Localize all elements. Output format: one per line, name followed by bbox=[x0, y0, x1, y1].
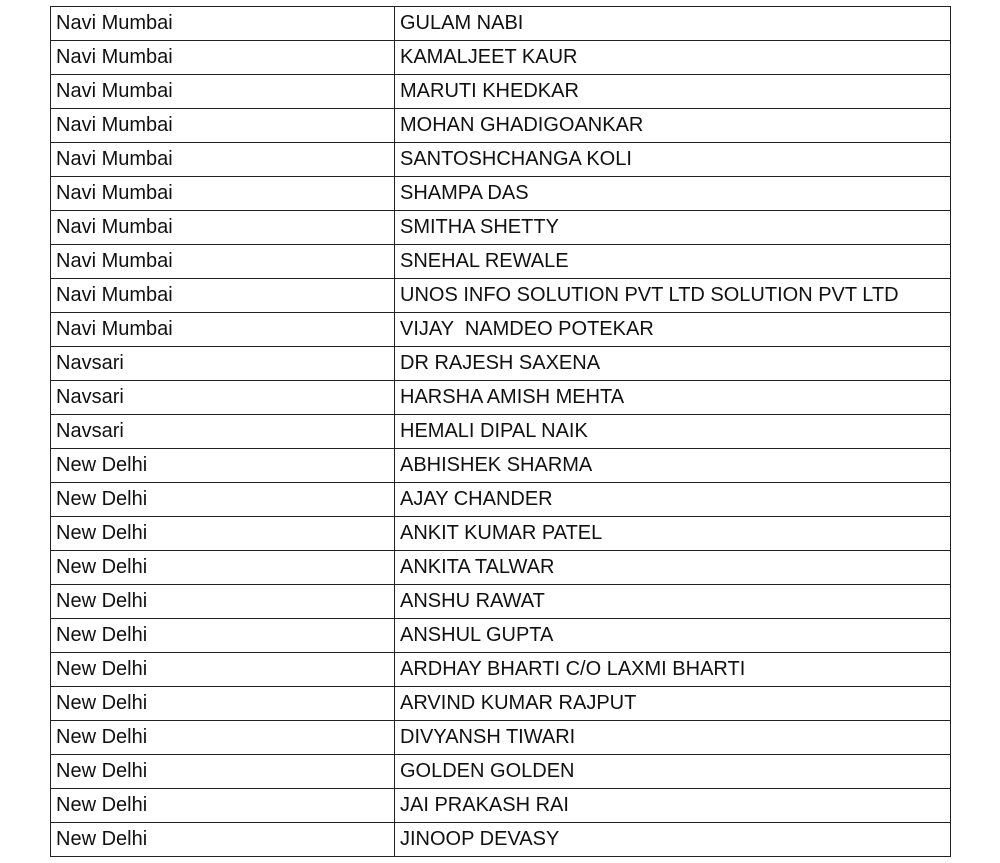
city-cell[interactable]: New Delhi bbox=[51, 517, 395, 551]
name-cell[interactable]: ARVIND KUMAR RAJPUT bbox=[395, 687, 951, 721]
name-cell[interactable]: AJAY CHANDER bbox=[395, 483, 951, 517]
city-cell[interactable]: Navsari bbox=[51, 381, 395, 415]
name-cell[interactable]: SMITHA SHETTY bbox=[395, 211, 951, 245]
name-cell[interactable]: GULAM NABI bbox=[395, 7, 951, 41]
city-cell[interactable]: Navsari bbox=[51, 347, 395, 381]
name-cell[interactable]: SNEHAL REWALE bbox=[395, 245, 951, 279]
table-row bbox=[51, 7, 951, 41]
city-cell[interactable]: New Delhi bbox=[51, 755, 395, 789]
table-row bbox=[51, 109, 951, 143]
city-cell[interactable]: New Delhi bbox=[51, 687, 395, 721]
city-cell[interactable]: New Delhi bbox=[51, 789, 395, 823]
data-table bbox=[50, 6, 951, 857]
table-row bbox=[51, 347, 951, 381]
table-row bbox=[51, 653, 951, 687]
table-row bbox=[51, 449, 951, 483]
name-cell[interactable]: DR RAJESH SAXENA bbox=[395, 347, 951, 381]
city-cell[interactable]: Navi Mumbai bbox=[51, 143, 395, 177]
name-cell[interactable]: MARUTI KHEDKAR bbox=[395, 75, 951, 109]
table-row bbox=[51, 313, 951, 347]
table-row bbox=[51, 585, 951, 619]
city-cell[interactable]: New Delhi bbox=[51, 585, 395, 619]
table-row bbox=[51, 687, 951, 721]
name-cell[interactable]: HEMALI DIPAL NAIK bbox=[395, 415, 951, 449]
name-cell[interactable]: JAI PRAKASH RAI bbox=[395, 789, 951, 823]
name-cell[interactable]: ANKIT KUMAR PATEL bbox=[395, 517, 951, 551]
table-row bbox=[51, 75, 951, 109]
name-cell[interactable]: ANKITA TALWAR bbox=[395, 551, 951, 585]
table-row bbox=[51, 551, 951, 585]
city-cell[interactable]: Navi Mumbai bbox=[51, 245, 395, 279]
table-row bbox=[51, 415, 951, 449]
name-cell[interactable]: ARDHAY BHARTI C/O LAXMI BHARTI bbox=[395, 653, 951, 687]
city-cell[interactable]: Navsari bbox=[51, 415, 395, 449]
name-cell[interactable]: VIJAY NAMDEO POTEKAR bbox=[395, 313, 951, 347]
city-cell[interactable]: New Delhi bbox=[51, 823, 395, 857]
city-cell[interactable]: Navi Mumbai bbox=[51, 7, 395, 41]
city-cell[interactable]: New Delhi bbox=[51, 551, 395, 585]
city-cell[interactable]: New Delhi bbox=[51, 721, 395, 755]
table-row bbox=[51, 245, 951, 279]
spreadsheet-area bbox=[50, 6, 950, 857]
table-row bbox=[51, 823, 951, 857]
table-row bbox=[51, 721, 951, 755]
name-cell[interactable]: ANSHU RAWAT bbox=[395, 585, 951, 619]
table-body bbox=[51, 7, 951, 857]
name-cell[interactable]: GOLDEN GOLDEN bbox=[395, 755, 951, 789]
table-row bbox=[51, 211, 951, 245]
table-row bbox=[51, 483, 951, 517]
name-cell[interactable]: HARSHA AMISH MEHTA bbox=[395, 381, 951, 415]
name-cell[interactable]: KAMALJEET KAUR bbox=[395, 41, 951, 75]
table-row bbox=[51, 755, 951, 789]
city-cell[interactable]: New Delhi bbox=[51, 449, 395, 483]
city-cell[interactable]: New Delhi bbox=[51, 483, 395, 517]
table-row bbox=[51, 517, 951, 551]
city-cell[interactable]: Navi Mumbai bbox=[51, 109, 395, 143]
city-cell[interactable]: Navi Mumbai bbox=[51, 211, 395, 245]
city-cell[interactable]: Navi Mumbai bbox=[51, 177, 395, 211]
name-cell[interactable]: MOHAN GHADIGOANKAR bbox=[395, 109, 951, 143]
city-cell[interactable]: Navi Mumbai bbox=[51, 279, 395, 313]
name-cell[interactable]: JINOOP DEVASY bbox=[395, 823, 951, 857]
city-cell[interactable]: Navi Mumbai bbox=[51, 41, 395, 75]
name-cell[interactable]: UNOS INFO SOLUTION PVT LTD SOLUTION PVT LTD bbox=[395, 279, 951, 313]
city-cell[interactable]: New Delhi bbox=[51, 619, 395, 653]
name-cell[interactable]: DIVYANSH TIWARI bbox=[395, 721, 951, 755]
table-row bbox=[51, 177, 951, 211]
name-cell[interactable]: SHAMPA DAS bbox=[395, 177, 951, 211]
name-cell[interactable]: ANSHUL GUPTA bbox=[395, 619, 951, 653]
city-cell[interactable]: New Delhi bbox=[51, 653, 395, 687]
table-row bbox=[51, 41, 951, 75]
table-row bbox=[51, 381, 951, 415]
city-cell[interactable]: Navi Mumbai bbox=[51, 75, 395, 109]
table-row bbox=[51, 279, 951, 313]
name-cell[interactable]: SANTOSHCHANGA KOLI bbox=[395, 143, 951, 177]
name-cell[interactable]: ABHISHEK SHARMA bbox=[395, 449, 951, 483]
table-row bbox=[51, 619, 951, 653]
table-row bbox=[51, 143, 951, 177]
table-row bbox=[51, 789, 951, 823]
city-cell[interactable]: Navi Mumbai bbox=[51, 313, 395, 347]
